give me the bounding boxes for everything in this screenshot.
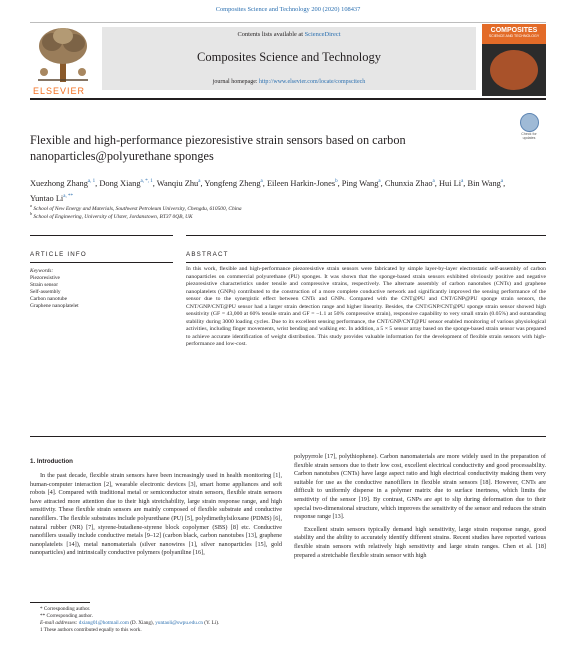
author-name[interactable]: Eileen Harkin-Jones xyxy=(266,178,336,188)
email-name-li: (Y. Li). xyxy=(202,620,220,627)
intro-right-paragraph-2: Excellent strain sensors typically demand high sensitivity, large strain response range, good stability and the ability to accurately identify different strains. Recent studies have reported various flexible strain sensors with relatively high sensitivity and large strain ranges. Chen et al. [18] prepared a stretchable flexible strain sensor with high xyxy=(294,525,546,559)
check-label-line2: updates xyxy=(522,136,536,140)
contents-line xyxy=(102,31,476,38)
footnote-equal-contribution: 1 These authors contributed equally to this work. xyxy=(40,627,142,634)
keyword-item: Self-assembly xyxy=(30,289,61,296)
publisher-name: ELSEVIER xyxy=(33,86,86,96)
email-link-li[interactable]: yuntaoli@swpu.edu.cn xyxy=(155,620,203,627)
check-updates-icon xyxy=(520,113,539,132)
affiliation-b xyxy=(30,211,193,220)
abstract-heading: ABSTRACT xyxy=(186,251,229,258)
cover-title-line2: SCIENCE AND TECHNOLOGY xyxy=(488,34,540,38)
author-affiliation-marker: a, *, 1 xyxy=(140,179,153,184)
cover-title-line1: COMPOSITES xyxy=(490,27,538,34)
email-link-xiang[interactable]: dxiang01@hotmail.com xyxy=(78,620,129,627)
author-affiliation-marker: a xyxy=(378,179,381,184)
intro-right-paragraph-1: polypyrrole [17], polythiophene). Carbon nanomaterials are more widely used in the preparation of flexible strain sensors due to their low cost, excellent electrical conductivity and good processability. Carbon nanotubes (CNTs) have large aspect ratio and high electrical conductivity making them very suitable for use as the conductive nanofillers in flexible strain sensors [18]. However, CNTs are difficult to uniformly disperse in a polymer matrix due to surface inertness, which limits the sensitivity of the sensor [19]. By contrast, GNPs are apt to slip during deformation due to their special two-dimensional structure, which improves the sensitivity of the sensor and reduces the strain response range [13]. xyxy=(294,453,546,521)
keyword-item: Graphene nanoplatelet xyxy=(30,303,79,310)
author-name[interactable]: Bin Wang xyxy=(467,178,501,188)
intro-right-column xyxy=(294,453,546,560)
author-name[interactable]: Hui Li xyxy=(438,178,462,188)
author-affiliation-marker: a xyxy=(500,179,504,184)
author-name[interactable]: Yongfeng Zheng xyxy=(204,178,261,188)
article-info-rule xyxy=(30,262,173,263)
header-divider-top xyxy=(30,22,546,23)
homepage-line xyxy=(102,79,476,85)
keyword-item: Carbon nanotube xyxy=(30,296,67,303)
footnote-rule xyxy=(30,602,90,603)
check-for-updates-badge[interactable] xyxy=(514,113,544,145)
author-affiliation-marker: a, 1 xyxy=(87,179,96,184)
author-name[interactable]: Xuezhong Zhang xyxy=(30,178,88,188)
keywords-label: Keywords: xyxy=(30,268,54,274)
journal-cover-thumbnail[interactable] xyxy=(482,24,546,96)
journal-reference[interactable]: Composites Science and Technology 200 (2020) 108437 xyxy=(215,6,361,13)
article-info-heading: ARTICLE INFO xyxy=(30,251,87,258)
header-divider-bottom xyxy=(30,98,546,100)
footnotes xyxy=(30,606,290,634)
abstract-rule xyxy=(186,262,546,263)
abstract-rule-top xyxy=(186,235,546,236)
affiliation-a-marker: a xyxy=(30,203,32,208)
footnote-corresponding-1: * Corresponding author. xyxy=(40,606,91,612)
email-label: E-mail addresses: xyxy=(40,620,79,627)
author-name[interactable]: Chunxia Zhao xyxy=(384,178,433,188)
author-affiliation-marker: a xyxy=(198,179,201,184)
article-title: Flexible and high-performance piezoresistive strain sensors based on carbon nanoparticles@polyurethane sponges xyxy=(30,133,406,163)
sciencedirect-link[interactable]: ScienceDirect xyxy=(304,31,341,38)
keyword-item: Piezoresistive xyxy=(30,275,60,281)
affiliation-b-marker: b xyxy=(30,211,32,216)
author-name[interactable]: Dong Xiang xyxy=(99,178,141,188)
keywords-list xyxy=(30,275,79,310)
journal-title: Composites Science and Technology xyxy=(197,50,381,64)
affiliation-b-text: School of Engineering, University of Ulster, Jordanstown, BT37 0QB, UK xyxy=(33,213,193,220)
check-updates-label xyxy=(514,132,544,140)
author-name[interactable]: Wanqiu Zhu xyxy=(156,178,199,188)
email-name-xiang: (D. Xiang), xyxy=(128,620,156,627)
homepage-link[interactable]: http://www.elsevier.com/locate/compscitech xyxy=(259,79,366,85)
author-affiliation-marker: a xyxy=(461,179,464,184)
author-list: Xuezhong Zhang$^{a, 1}$, Dong Xiang$^{a, *, 1}$, Wanqiu Zhu$^a$, Yongfeng Zheng$^a$, Eileen Harkin-Jones$^b$, Ping Wang$^a$, Chunxia Zhao$^a$, Hui Li$^a$, Bin Wang$^a$, Yuntao $Li^{a, **}$ xyxy=(30,178,506,203)
check-label-line1: Check for xyxy=(521,132,537,136)
abstract-text: In this work, flexible and high-performance piezoresistive strain sensors were fabricated by simple layer-by-layer electrostatic self-assembly of carbon nanoparticles on commercial polyurethane (PU) sponges. It was shown that the sponge-based strain sensors exhibited obviously positive and negative piezoresistive characteristics under tensile and compressive strains, respectively. The alternate assembly of carbon nanotubes (CNTs) and graphene nanoplatelets (GNPs) contributed to the construction of a more complete conductive network and significantly improved the sensing performance of the sensor due to the synergistic effect between CNTs and GNPs. Compared with the CNT@PU and CNT/GNP@PU sponge strain sensors, the CNT/GNP/CNT@PU sensor had a larger strain detection range and higher linearity. Besides, the CNT/GNP/CNT@PU sponge strain sensor showed high sensitivity (GF = 43,000 at 60% tensile strain and GF = −1.1 at 50% compressive strain), responsive capability to very small strain (0.05%) and outstanding stability during 3000 loading cycles. Due to its excellent sensing performance, the CNT/GNP/CNT@PU sensor enabled monitoring of various physiological activities, including finger movements, wrist bending and walking etc. In addition, a 5 × 5 sensor array based on the sponge-based strain sensor was prepared to achieve accurate identification of weight distribution. This study provides valuable information for the development of flexible strain sensors with high-performance and low-cost. xyxy=(186,266,546,348)
footnote-corresponding-2: ** Corresponding author. xyxy=(40,613,93,620)
author-affiliation-marker: a, ** xyxy=(63,193,73,199)
cover-art xyxy=(490,50,538,90)
author-affiliation-marker: b xyxy=(335,179,338,184)
cover-title xyxy=(484,27,544,39)
section-heading-introduction: 1. Introduction xyxy=(30,458,73,465)
author-name[interactable]: Ping Wang xyxy=(341,178,379,188)
contents-prefix: Contents lists available at xyxy=(237,31,305,38)
author-affiliation-marker: a xyxy=(432,179,435,184)
author-name[interactable]: Yuntao Li xyxy=(30,193,64,203)
article-info-rule-top xyxy=(30,235,173,236)
homepage-prefix: journal homepage: xyxy=(212,79,260,85)
intro-left-column: In the past decade, flexible strain sensors have been increasingly used in health monitoring [1], human-computer interaction [2], wearable electronic devices [3], smart home appliances and soft robots [4]. Compared with traditional metal or semiconductor strain sensors, flexible strain sensors have attracted more attention due to their high stretchability, large strain response range, and high sensitivity. These flexible strain sensors are mainly composed of flexible substrate and conductive nanofillers. The flexible substrates include polyurethane (PU) [5], polydimethylsiloxane (PDMS) [6], natural rubber (NR) [7], styrene-butadiene-styrene block copolymer (SBS) [8] etc. Conductive nanofillers usually include conductive metals [9–12] (carbon black, carbon nanotubes [13], graphene nanoplatelets [14]), metal nanomaterials (silver nanowires [1], silver nanoparticles [15], gold nanoparticles) and intrinsically conductive polymers (polyaniline [16], xyxy=(30,472,282,557)
author-affiliation-marker: a xyxy=(260,179,263,184)
abstract-rule-bottom xyxy=(30,436,546,437)
keyword-item: Strain sensor xyxy=(30,282,58,289)
footnote-emails xyxy=(30,620,290,627)
affiliation-a-text: School of New Energy and Materials, Southwest Petroleum University, Chengdu, 610500, China xyxy=(33,205,242,212)
